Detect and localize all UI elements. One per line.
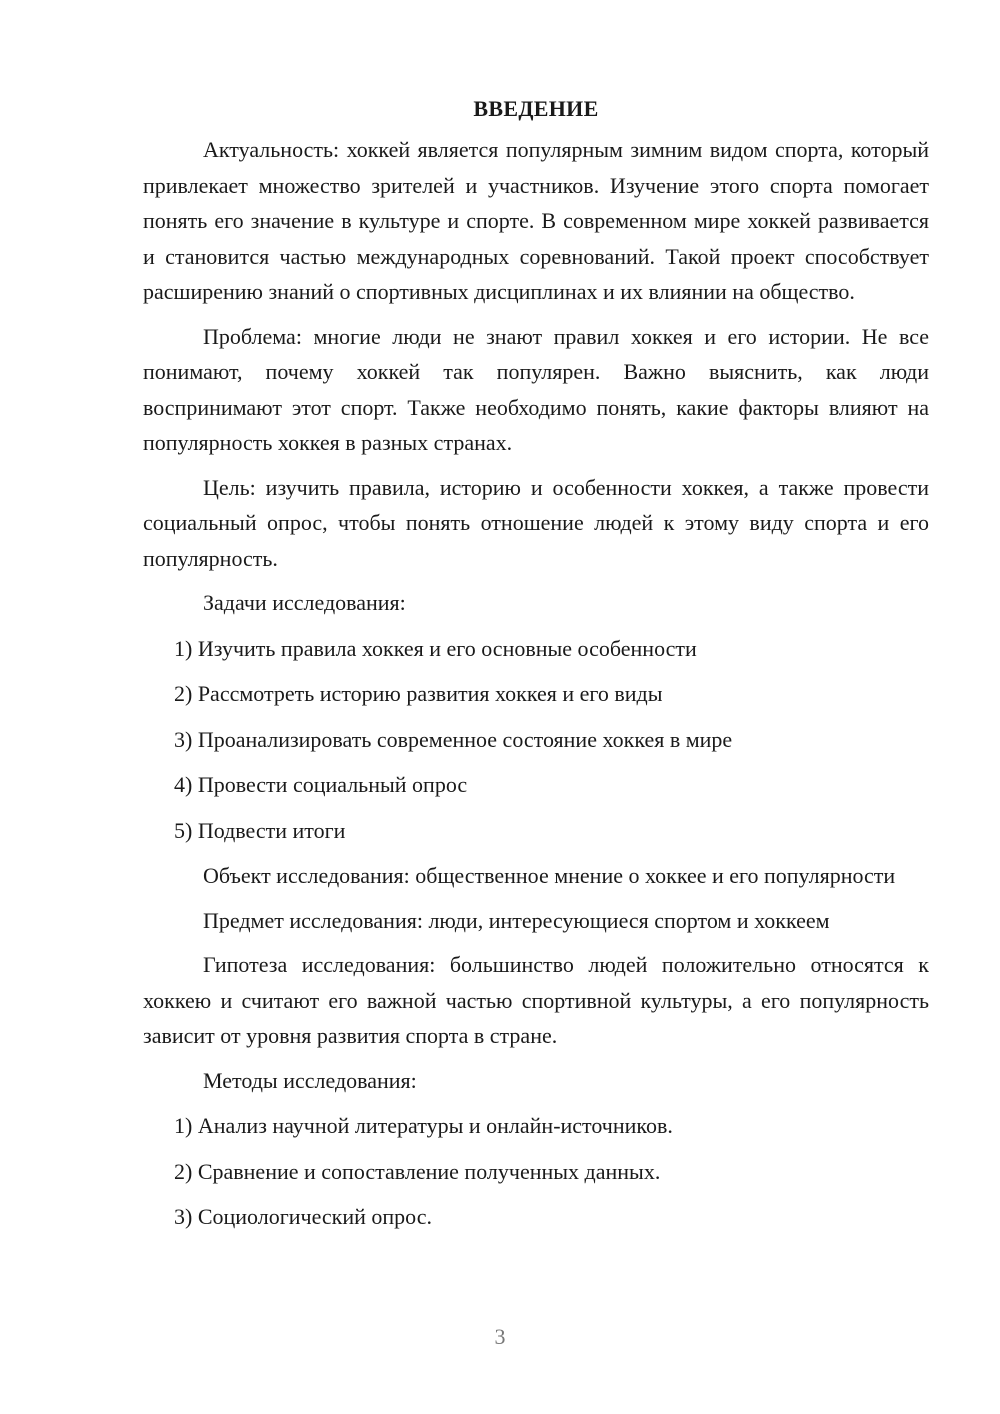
page-number: 3 <box>494 1324 506 1349</box>
goal-paragraph: Цель: изучить правила, историю и особенности хоккея, а также провести социальный опрос, чтобы понять отношение людей к этому виду спорта и его популярность. <box>143 474 929 571</box>
methods-label: Методы исследования: <box>203 1067 417 1093</box>
methods-list <box>143 1108 929 1235</box>
task-item: 4) Провести социальный опрос <box>174 772 468 797</box>
task-item: 1) Изучить правила хоккея и его основные особенности <box>174 635 697 661</box>
task-item: 3) Проанализировать современное состояние хоккея в мире <box>174 726 733 752</box>
relevance-paragraph: Актуальность: хоккей является популярным зимним видом спорта, который привлекает множество зрителей и участников. Изучение этого спорта помогает понять его значение в культуре и спорте. В современном мире хоккей развивается и становится частью международных соревнований. Такой проект способствует расширению знаний о спортивных дисциплинах и их влиянии на общество. <box>143 137 929 304</box>
object-paragraph: Объект исследования: общественное мнение о хоккее и его популярности <box>203 863 896 888</box>
method-item: 3) Социологический опрос. <box>174 1204 432 1229</box>
hypothesis-paragraph: Гипотеза исследования: большинство людей положительно относятся к хоккею и считают его важной частью спортивной культуры, а его популярность зависит от уровня развития спорта в стране. <box>143 952 929 1048</box>
method-item: 2) Сравнение и сопоставление полученных данных. <box>174 1158 661 1184</box>
tasks-list <box>143 631 929 849</box>
document-body <box>143 93 929 1245</box>
tasks-label: Задачи исследования: <box>203 590 406 615</box>
task-item: 2) Рассмотреть историю развития хоккея и его виды <box>174 681 663 706</box>
subject-paragraph: Предмет исследования: люди, интересующиеся спортом и хоккеем <box>203 907 830 933</box>
section-title: ВВЕДЕНИЕ <box>473 96 599 121</box>
problem-paragraph: Проблема: многие люди не знают правил хоккея и его истории. Не все понимают, почему хоккей так популярен. Важно выяснить, как люди воспринимают этот спорт. Также необходимо понять, какие факторы влияют на популярность хоккея в разных странах. <box>143 323 929 455</box>
method-item: 1) Анализ научной литературы и онлайн-источников. <box>174 1113 673 1138</box>
task-item: 5) Подвести итоги <box>174 817 346 843</box>
